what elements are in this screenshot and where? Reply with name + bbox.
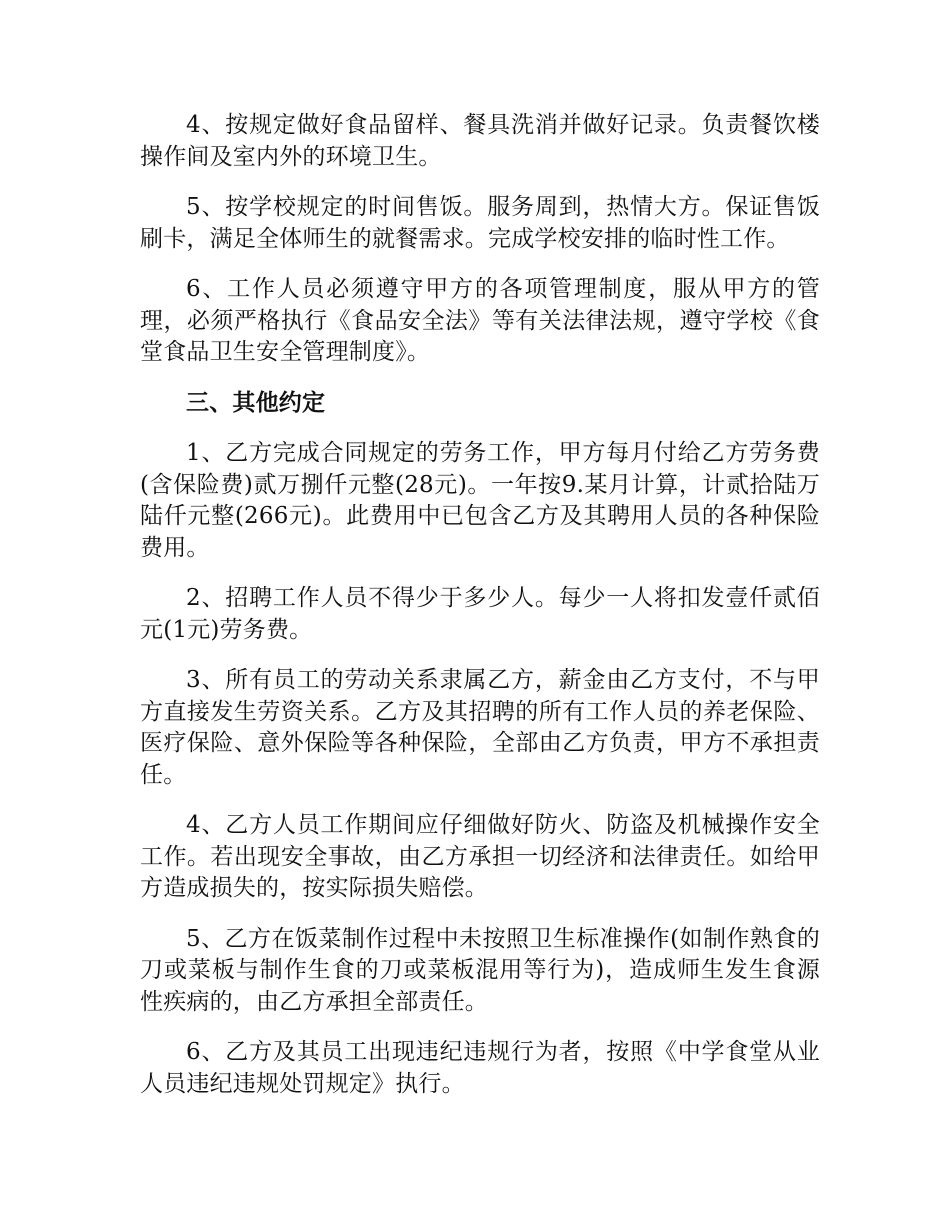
- document-body: [140, 110, 820, 1119]
- clause-2-4: 4、按规定做好食品留样、餐具洗消并做好记录。负责餐饮楼操作间及室内外的环境卫生。: [140, 112, 820, 170]
- clause-3-6: 6、乙方及其员工出现违纪违规行为者，按照《中学食堂从业人员违纪违规处罚规定》执行。: [140, 1039, 820, 1097]
- clause-3-2: 2、招聘工作人员不得少于多少人。每少一人将扣发壹仟贰佰元(1元)劳务费。: [140, 585, 820, 643]
- clause-2-5: 5、按学校规定的时间售饭。服务周到，热情大方。保证售饭刷卡，满足全体师生的就餐需求。完成学校安排的临时性工作。: [140, 194, 820, 252]
- clause-3-4: 4、乙方人员工作期间应仔细做好防火、防盗及机械操作安全工作。若出现安全事故，由乙方承担一切经济和法律责任。如给甲方造成损失的，按实际损失赔偿。: [140, 812, 820, 901]
- clause-3-5: 5、乙方在饭菜制作过程中未按照卫生标准操作(如制作熟食的刀或菜板与制作生食的刀或菜板混用等行为)，造成师生发生食源性疾病的，由乙方承担全部责任。: [140, 925, 820, 1015]
- section-heading-other-agreements: 三、其他约定: [186, 389, 326, 416]
- clause-3-3: 3、所有员工的劳动关系隶属乙方，薪金由乙方支付，不与甲方直接发生劳资关系。乙方及其招聘的所有工作人员的养老保险、医疗保险、意外保险等各种保险，全部由乙方负责，甲方不承担责任。: [140, 667, 820, 788]
- clause-3-1: 1、乙方完成合同规定的劳务工作，甲方每月付给乙方劳务费(含保险费)贰万捌仟元整(28元)。一年按9.某月计算，计贰拾陆万陆仟元整(266元)。此费用中已包含乙方及其聘用人员的各种保险费用。: [140, 440, 820, 561]
- clause-2-6: 6、工作人员必须遵守甲方的各项管理制度，服从甲方的管理，必须严格执行《食品安全法》等有关法律法规，遵守学校《食堂食品卫生安全管理制度》。: [140, 276, 820, 365]
